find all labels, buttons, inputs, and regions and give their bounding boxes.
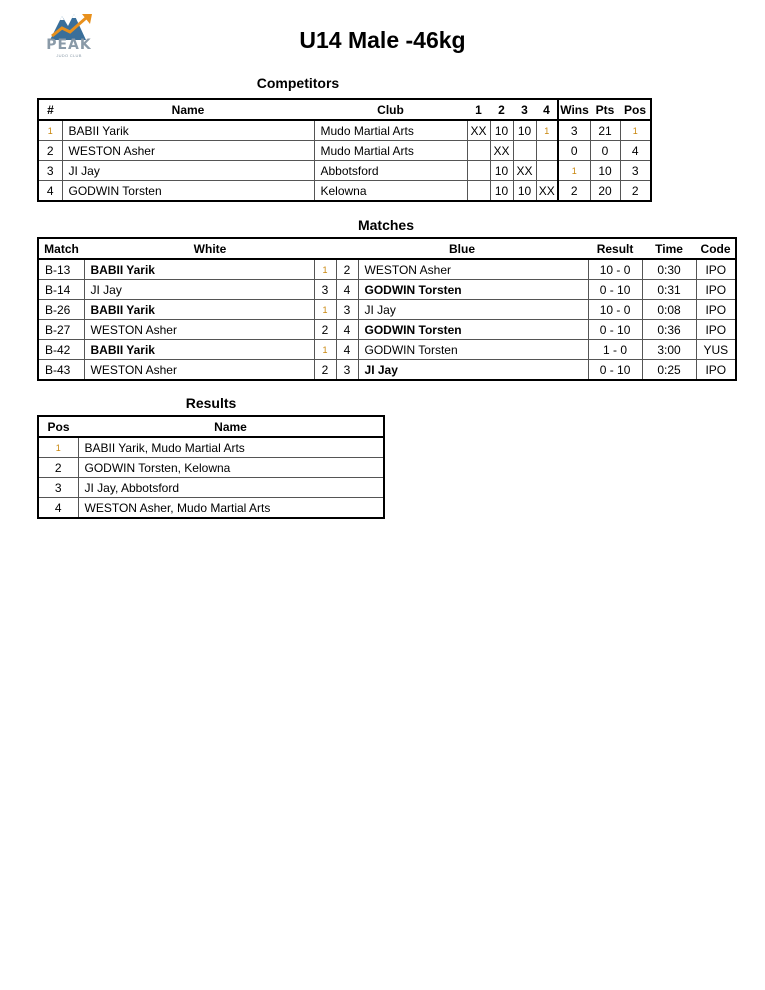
competitors-heading: Competitors — [256, 75, 340, 91]
competitor-name: GODWIN Torsten — [62, 181, 314, 202]
white-num: 2 — [314, 320, 336, 340]
competitor-club: Kelowna — [314, 181, 467, 202]
results-header-row — [38, 416, 384, 437]
col-pos: Pos — [47, 419, 70, 434]
match-code: IPO — [696, 280, 736, 300]
matches-heading: Matches — [357, 217, 415, 233]
col-blue: Blue — [449, 241, 476, 256]
match-code: YUS — [696, 340, 736, 360]
col-result: Result — [596, 241, 634, 256]
blue-num: 3 — [336, 360, 358, 381]
col-r2: 2 — [498, 102, 505, 117]
table-row — [38, 259, 736, 280]
match-id: B-43 — [38, 360, 84, 381]
score-r4: 1 — [536, 120, 558, 141]
result-name: GODWIN Torsten, Kelowna — [78, 458, 384, 478]
competitor-pos: 1 — [620, 120, 651, 141]
score-r1: XX — [467, 120, 490, 141]
blue-num: 4 — [336, 340, 358, 360]
score-r3: XX — [513, 161, 536, 181]
col-name: Name — [214, 419, 247, 434]
blue-num: 4 — [336, 280, 358, 300]
competitor-pos: 4 — [620, 141, 651, 161]
matches-table — [37, 237, 737, 381]
result-pos: 2 — [38, 458, 78, 478]
results-heading: Results — [185, 395, 237, 411]
col-name: Name — [171, 102, 205, 117]
white-name: WESTON Asher — [84, 360, 314, 381]
blue-name: JI Jay — [358, 360, 588, 381]
match-time: 0:08 — [642, 300, 696, 320]
blue-name: JI Jay — [358, 300, 588, 320]
blue-num: 4 — [336, 320, 358, 340]
table-row — [38, 360, 736, 381]
table-row — [38, 437, 384, 458]
table-row — [38, 340, 736, 360]
col-club: Club — [377, 102, 404, 117]
score-r1 — [467, 161, 490, 181]
match-id: B-14 — [38, 280, 84, 300]
white-name: JI Jay — [84, 280, 314, 300]
result-name: WESTON Asher, Mudo Martial Arts — [78, 498, 384, 519]
table-row — [38, 300, 736, 320]
match-code: IPO — [696, 259, 736, 280]
match-id: B-27 — [38, 320, 84, 340]
table-row — [38, 498, 384, 519]
white-name: WESTON Asher — [84, 320, 314, 340]
white-name: BABII Yarik — [84, 259, 314, 280]
col-code: Code — [700, 241, 731, 256]
result-name: JI Jay, Abbotsford — [78, 478, 384, 498]
competitors-header-row — [38, 99, 651, 120]
col-white: White — [193, 241, 227, 256]
competitor-name: WESTON Asher — [62, 141, 314, 161]
match-code: IPO — [696, 320, 736, 340]
competitor-pos: 3 — [620, 161, 651, 181]
competitor-wins: 0 — [558, 141, 590, 161]
result-pos: 1 — [38, 437, 78, 458]
page-title: U14 Male -46kg — [299, 27, 466, 53]
col-num: # — [47, 102, 54, 117]
match-time: 3:00 — [642, 340, 696, 360]
white-name: BABII Yarik — [84, 340, 314, 360]
score-r3 — [513, 141, 536, 161]
col-match: Match — [44, 241, 79, 256]
result-name: BABII Yarik, Mudo Martial Arts — [78, 437, 384, 458]
match-result: 0 - 10 — [588, 320, 642, 340]
match-result: 10 - 0 — [588, 300, 642, 320]
score-r1 — [467, 181, 490, 202]
match-id: B-42 — [38, 340, 84, 360]
score-r4: XX — [536, 181, 558, 202]
match-time: 0:30 — [642, 259, 696, 280]
white-num: 3 — [314, 280, 336, 300]
table-row — [38, 161, 651, 181]
white-num: 1 — [314, 340, 336, 360]
competitor-num: 4 — [38, 181, 62, 202]
col-r3: 3 — [521, 102, 528, 117]
match-result: 10 - 0 — [588, 259, 642, 280]
competitor-pos: 2 — [620, 181, 651, 202]
match-code: IPO — [696, 300, 736, 320]
competitor-wins: 2 — [558, 181, 590, 202]
matches-header-row — [38, 238, 736, 259]
score-r2: XX — [490, 141, 513, 161]
blue-name: GODWIN Torsten — [358, 280, 588, 300]
competitor-pts: 0 — [590, 141, 620, 161]
match-time: 0:31 — [642, 280, 696, 300]
table-row — [38, 320, 736, 340]
col-pos: Pos — [623, 102, 646, 117]
logo-wordmark: PEAK — [46, 37, 92, 53]
blue-num: 2 — [336, 259, 358, 280]
match-code: IPO — [696, 360, 736, 381]
white-num: 2 — [314, 360, 336, 381]
white-name: BABII Yarik — [84, 300, 314, 320]
score-r4 — [536, 141, 558, 161]
score-r3: 10 — [513, 120, 536, 141]
score-r1 — [467, 141, 490, 161]
blue-num: 3 — [336, 300, 358, 320]
competitor-club: Mudo Martial Arts — [314, 141, 467, 161]
blue-name: GODWIN Torsten — [358, 340, 588, 360]
competitor-num: 2 — [38, 141, 62, 161]
table-row — [38, 478, 384, 498]
competitor-club: Abbotsford — [314, 161, 467, 181]
competitor-wins: 1 — [558, 161, 590, 181]
match-result: 1 - 0 — [588, 340, 642, 360]
score-r2: 10 — [490, 120, 513, 141]
col-r4: 4 — [543, 102, 550, 117]
competitors-table — [37, 98, 652, 202]
competitor-club: Mudo Martial Arts — [314, 120, 467, 141]
col-wins: Wins — [558, 99, 590, 120]
results-table — [37, 415, 385, 519]
blue-name: GODWIN Torsten — [358, 320, 588, 340]
table-row — [38, 458, 384, 478]
blue-name: WESTON Asher — [358, 259, 588, 280]
competitor-num: 1 — [38, 120, 62, 141]
result-pos: 4 — [38, 498, 78, 519]
col-time: Time — [655, 241, 683, 256]
score-r2: 10 — [490, 181, 513, 202]
table-row — [38, 120, 651, 141]
score-r3: 10 — [513, 181, 536, 202]
competitor-wins: 3 — [558, 120, 590, 141]
competitor-num: 3 — [38, 161, 62, 181]
score-r2: 10 — [490, 161, 513, 181]
col-r1: 1 — [475, 102, 482, 117]
table-row — [38, 141, 651, 161]
col-pts: Pts — [595, 102, 615, 117]
competitor-pts: 21 — [590, 120, 620, 141]
match-result: 0 - 10 — [588, 280, 642, 300]
logo-subtitle: JUDO CLUB — [56, 53, 82, 58]
table-row — [38, 280, 736, 300]
table-row — [38, 181, 651, 202]
competitor-name: BABII Yarik — [62, 120, 314, 141]
competitor-name: JI Jay — [62, 161, 314, 181]
match-id: B-13 — [38, 259, 84, 280]
match-time: 0:36 — [642, 320, 696, 340]
score-r4 — [536, 161, 558, 181]
result-pos: 3 — [38, 478, 78, 498]
competitor-pts: 10 — [590, 161, 620, 181]
white-num: 1 — [314, 259, 336, 280]
match-time: 0:25 — [642, 360, 696, 381]
white-num: 1 — [314, 300, 336, 320]
competitor-pts: 20 — [590, 181, 620, 202]
match-result: 0 - 10 — [588, 360, 642, 381]
match-id: B-26 — [38, 300, 84, 320]
